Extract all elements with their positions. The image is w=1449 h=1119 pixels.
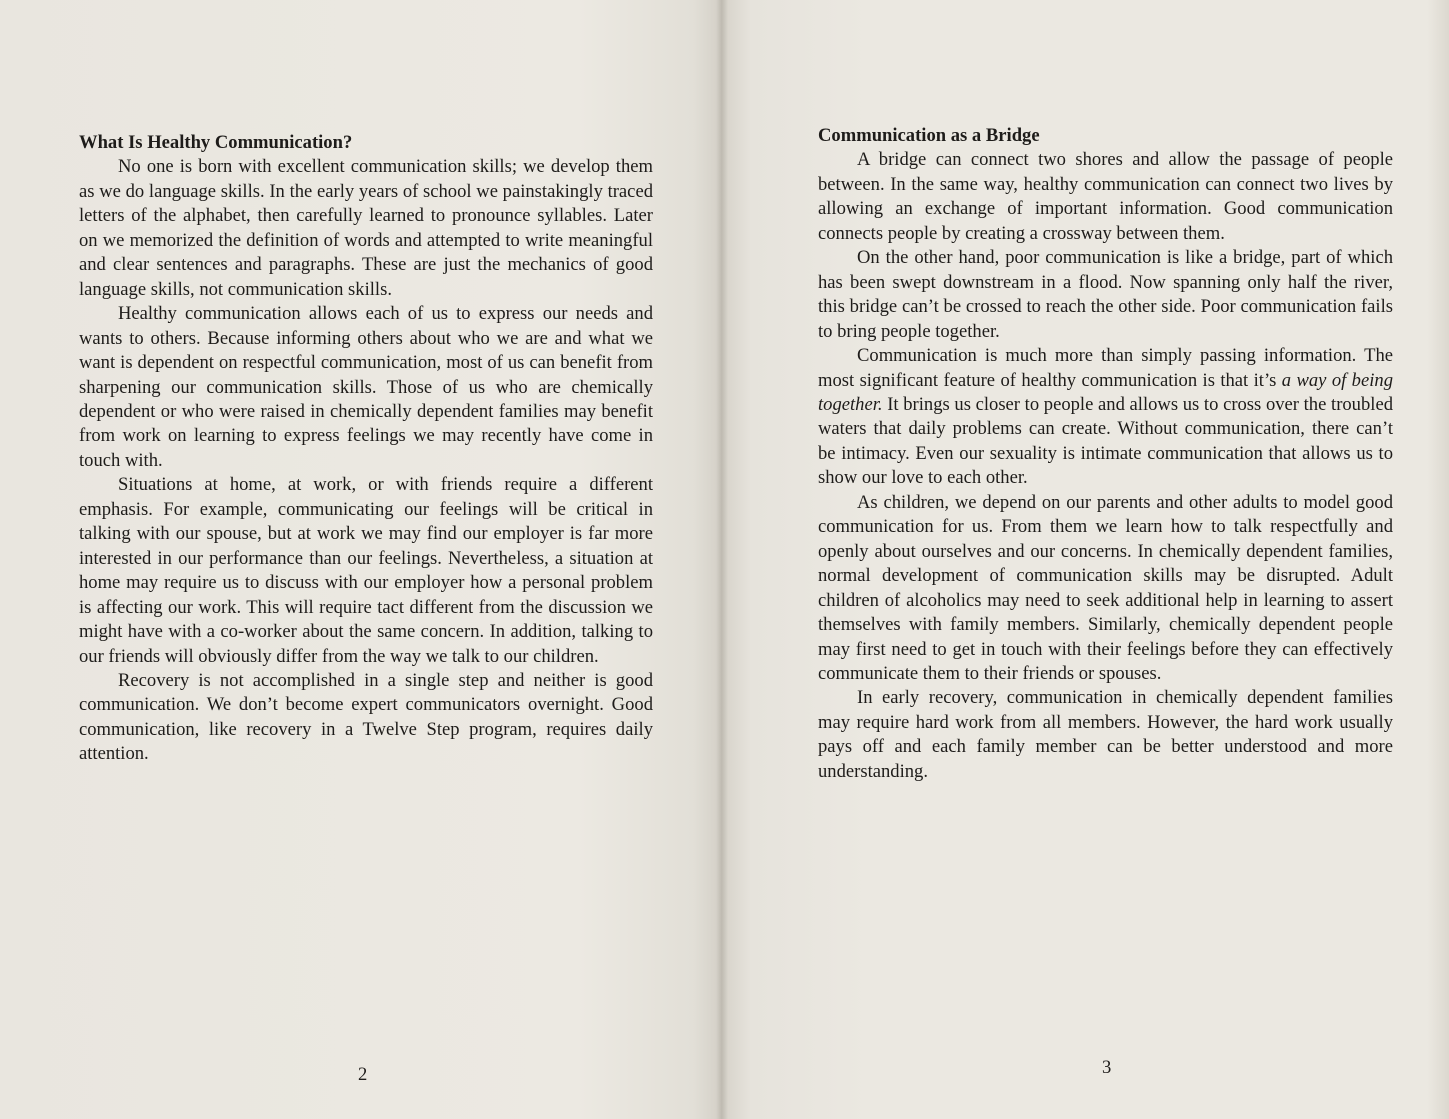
left-page-number: 2 xyxy=(358,1064,368,1085)
left-paragraph-2: Healthy communication allows each of us to express our needs and wants to others. Because informing others about who we are and what we want is dependent on respectful communication, most of us can benefit from sharpening our communication skills. Those of us who are chemically dependent or who were raised in chemically dependent families may benefit from work on learning to express feelings we may recently have come in touch with. xyxy=(79,303,653,471)
left-page-heading: What Is Healthy Communication? xyxy=(79,132,353,153)
right-paragraph-1: A bridge can connect two shores and allow the passage of people between. In the same way, healthy communication can connect two lives by allowing an exchange of important information. Good communication connects people by creating a crossway between them. xyxy=(818,149,1393,244)
right-page-number: 3 xyxy=(1102,1057,1112,1078)
left-paragraph-4: Recovery is not accomplished in a single step and neither is good communication. We don’t become expert communicators overnight. Good communication, like recovery in a Twelve Step program, requires daily attention. xyxy=(79,669,653,765)
right-paragraph-3-emphasis: a way of being together. xyxy=(818,369,1393,415)
left-paragraph-3: Situations at home, at work, or with friends require a different emphasis. For example, communicating our feelings will be critical in talking with our spouse, but at work we may find our employer is far more interested in our performance than our feelings. Nevertheless, a situation at home may require us to discuss with our employer how a personal problem is affecting our work. This will require tact different from the discussion we might have with a co-worker about the same concern. In addition, talking to our friends will obviously differ from the way we talk to our children. xyxy=(79,474,653,667)
right-paragraph-3 xyxy=(818,344,1393,491)
right-paragraph-3-end: It brings us closer to people and allows us to cross over the troubled waters that daily problems can create. Without communication, there can’t be intimacy. Even our sexuality is intimate communication that allows us to show our love to each other. xyxy=(818,393,1393,489)
right-paragraph-3-start: Communication is much more than simply passing information. The most significant feature of healthy communication is that it’s xyxy=(818,345,1393,391)
right-paragraph-4: As children, we depend on our parents and other adults to model good communication for us. From them we learn how to talk respectfully and openly about ourselves and our concerns. In chemically dependent families, normal development of communication skills may be disrupted. Adult children of alcoholics may need to seek additional help in learning to assert themselves with family members. Similarly, chemically dependent people may first need to get in touch with their feelings before they can effectively communicate them to their friends or spouses. xyxy=(818,491,1393,684)
right-paragraph-5: In early recovery, communication in chemically dependent families may require hard work from all members. However, the hard work usually pays off and each family member can be better understood and more understanding. xyxy=(818,687,1393,782)
right-page-heading: Communication as a Bridge xyxy=(818,125,1040,146)
left-page xyxy=(0,0,722,1119)
left-text-column xyxy=(79,131,653,767)
right-paragraph-2: On the other hand, poor communication is like a bridge, part of which has been swept downstream in a flood. Now spanning only half the river, this bridge can’t be crossed to reach the other side. Poor communication fails to bring people together. xyxy=(818,247,1393,342)
left-paragraph-1: No one is born with excellent communication skills; we develop them as we do language skills. In the early years of school we painstakingly traced letters of the alphabet, then carefully learned to pronounce syllables. Later on we memorized the definition of words and attempted to write meaningful and clear sentences and paragraphs. These are just the mechanics of good language skills, not communication skills. xyxy=(79,156,653,300)
book-gutter xyxy=(716,0,728,1119)
right-text-column xyxy=(818,124,1393,784)
right-page xyxy=(722,0,1449,1119)
